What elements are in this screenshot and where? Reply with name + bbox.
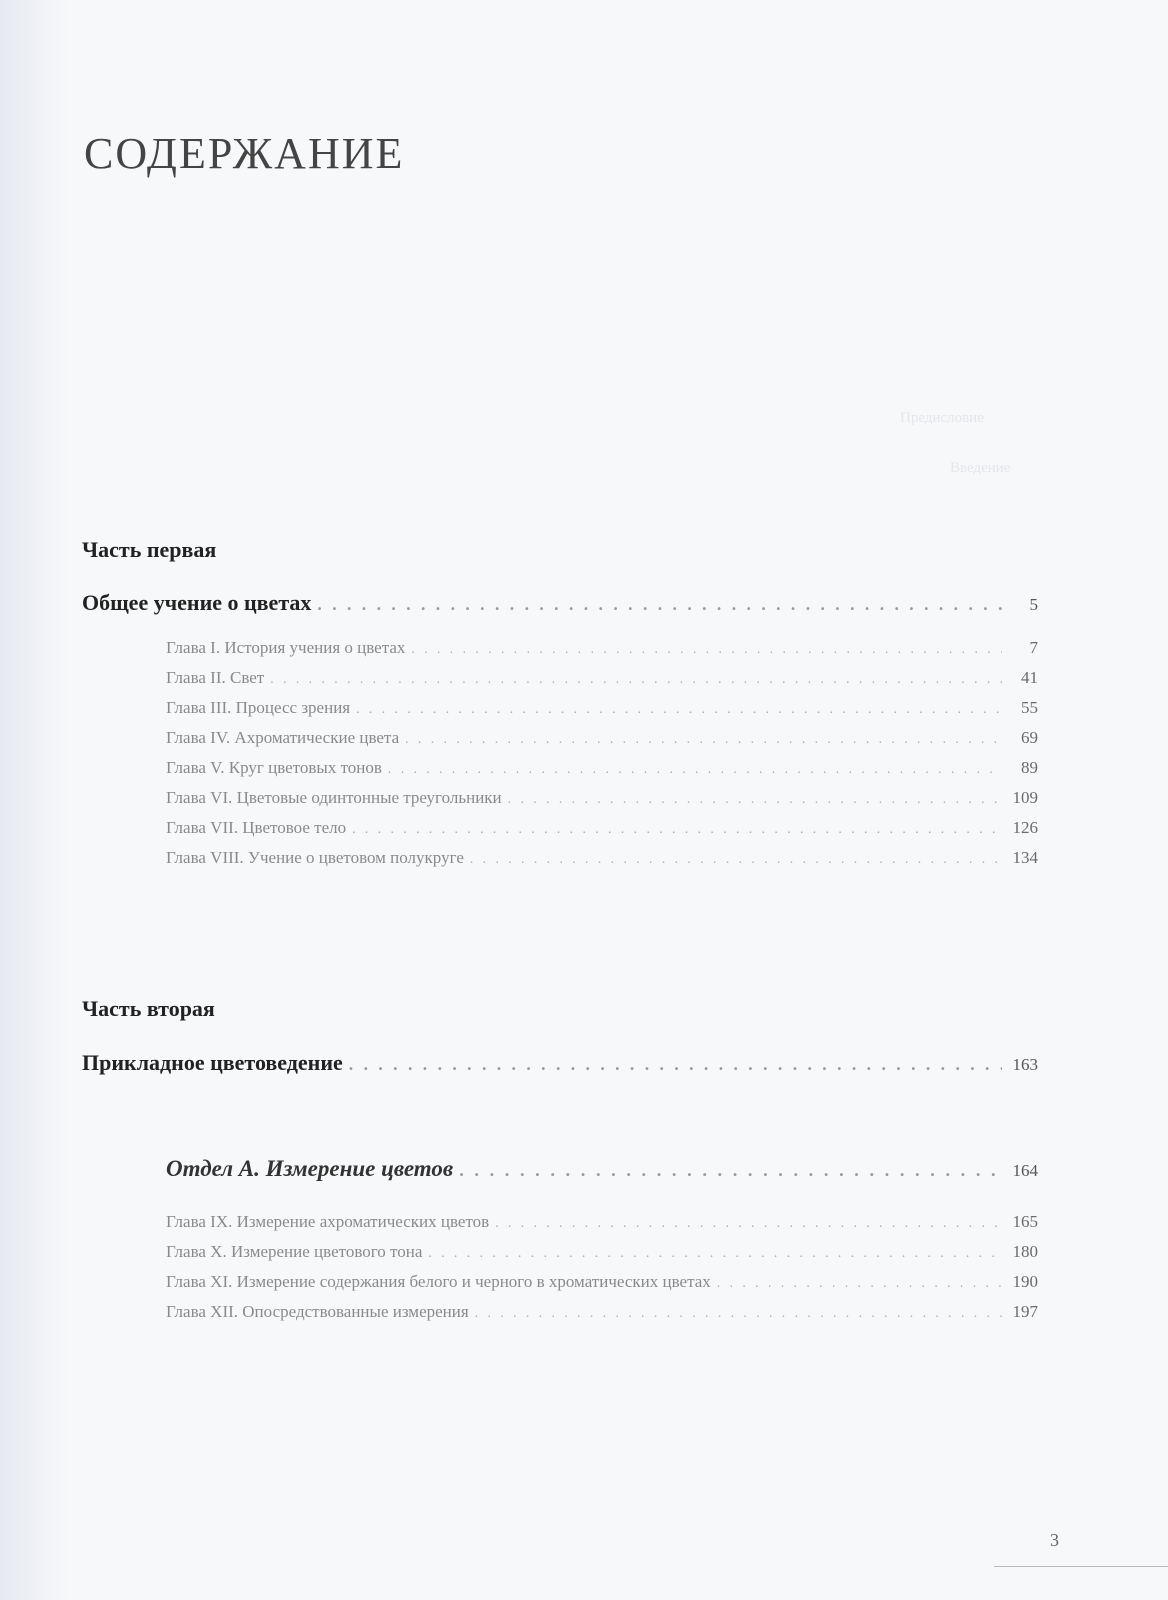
dot-leader	[270, 671, 1002, 687]
toc-page-number: 190	[1012, 1272, 1038, 1291]
toc-chapter-row[interactable]	[166, 728, 1038, 748]
page-gutter-shadow	[0, 0, 70, 1600]
toc-section-title: Прикладное цветоведение	[82, 1050, 343, 1075]
dot-leader	[405, 731, 1002, 747]
folio-rule	[994, 1566, 1168, 1567]
toc-chapter-title: Глава II. Свет	[166, 668, 265, 687]
dot-leader	[356, 701, 1002, 717]
toc-subsection-measurement[interactable]	[166, 1156, 1038, 1182]
toc-page-number: 163	[1012, 1055, 1038, 1074]
toc-chapter-title: Глава X. Измерение цветового тона	[166, 1242, 423, 1261]
toc-chapter-row[interactable]	[166, 758, 1038, 778]
part-one-label: Часть первая	[82, 537, 217, 562]
toc-chapter-row[interactable]	[166, 1302, 1038, 1322]
toc-page-number: 5	[1029, 595, 1038, 614]
toc-chapter-title: Глава XII. Опосредствованные измерения	[166, 1302, 469, 1321]
page-number: 3	[1050, 1530, 1059, 1550]
toc-page-number: 180	[1012, 1242, 1038, 1261]
toc-page-number: 165	[1012, 1212, 1038, 1231]
toc-page-number: 126	[1012, 818, 1038, 837]
toc-section-title: Общее учение о цветах	[82, 590, 312, 615]
toc-page-number: 89	[1021, 758, 1038, 777]
toc-chapter-title: Глава VI. Цветовые одинтонные треугольники	[166, 788, 502, 807]
dot-leader	[717, 1275, 1002, 1291]
toc-page-number: 197	[1012, 1302, 1038, 1321]
toc-chapter-row[interactable]	[166, 818, 1038, 838]
toc-subsection-title: Отдел А. Измерение цветов	[166, 1156, 454, 1181]
toc-chapter-row[interactable]	[166, 848, 1038, 868]
toc-chapter-row[interactable]	[166, 788, 1038, 808]
toc-chapter-row[interactable]	[166, 1272, 1038, 1292]
dot-leader	[459, 1160, 1002, 1181]
part-two-label: Часть вторая	[82, 996, 215, 1021]
toc-page-number: 109	[1012, 788, 1038, 807]
toc-page-number: 164	[1012, 1161, 1038, 1180]
toc-chapter-row[interactable]	[166, 1212, 1038, 1232]
toc-page-number: 7	[1029, 638, 1038, 657]
toc-section-general[interactable]	[82, 590, 1038, 616]
dot-leader	[475, 1305, 1002, 1321]
toc-page-number: 69	[1021, 728, 1038, 747]
toc-page-number: 41	[1021, 668, 1038, 687]
bleed-through-text: Введение	[950, 460, 1011, 476]
toc-chapter-title: Глава VIII. Учение о цветовом полукруге	[166, 848, 464, 867]
page-title: СОДЕРЖАНИЕ	[84, 129, 405, 178]
dot-leader	[508, 791, 1002, 807]
dot-leader	[317, 594, 1002, 615]
dot-leader	[495, 1215, 1002, 1231]
toc-chapter-title: Глава IV. Ахроматические цвета	[166, 728, 400, 747]
dot-leader	[352, 821, 1002, 837]
toc-page-number: 134	[1012, 848, 1038, 867]
toc-page-number: 55	[1021, 698, 1038, 717]
dot-leader	[470, 851, 1002, 867]
dot-leader	[349, 1054, 1002, 1075]
toc-chapter-title: Глава VII. Цветовое тело	[166, 818, 347, 837]
toc-chapter-row[interactable]	[166, 668, 1038, 688]
toc-chapter-title: Глава I. История учения о цветах	[166, 638, 406, 657]
toc-chapter-title: Глава XI. Измерение содержания белого и черного в хроматических цветах	[166, 1272, 711, 1291]
toc-chapter-row[interactable]	[166, 698, 1038, 718]
toc-chapter-row[interactable]	[166, 638, 1038, 658]
toc-chapter-row[interactable]	[166, 1242, 1038, 1262]
toc-section-applied[interactable]	[82, 1050, 1038, 1076]
dot-leader	[411, 641, 1002, 657]
dot-leader	[388, 761, 1002, 777]
toc-chapter-title: Глава IX. Измерение ахроматических цветов	[166, 1212, 490, 1231]
dot-leader	[428, 1245, 1002, 1261]
toc-chapter-title: Глава III. Процесс зрения	[166, 698, 351, 717]
bleed-through-text: Предисловие	[900, 410, 984, 426]
toc-chapter-title: Глава V. Круг цветовых тонов	[166, 758, 382, 777]
